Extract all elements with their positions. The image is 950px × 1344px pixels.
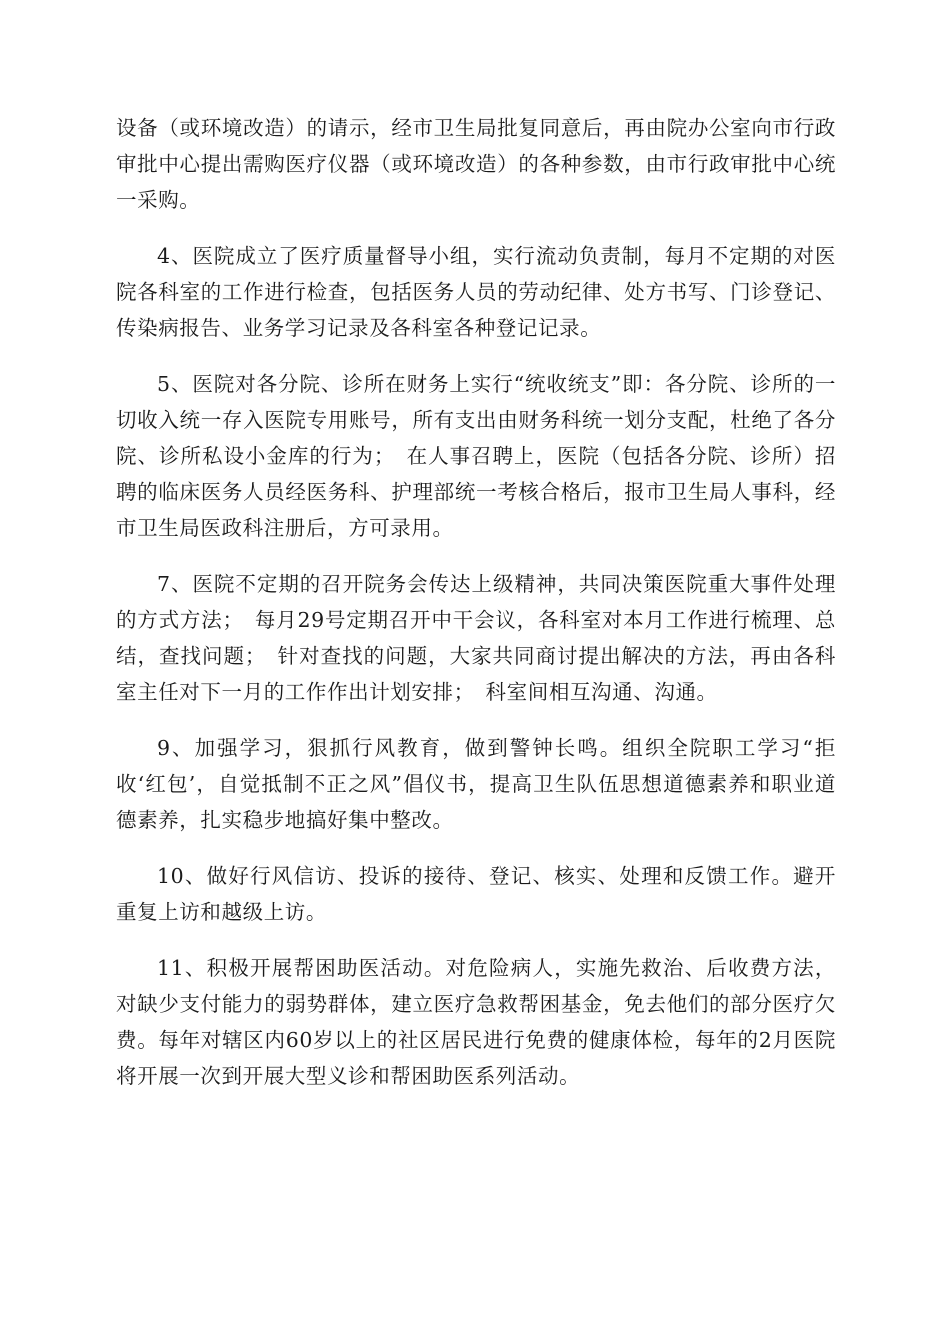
paragraph-procurement: 设备（或环境改造）的请示，经市卫生局批复同意后，再由院办公室向市行政审批中心提出需购医疗仪器（或环境改造）的各种参数，由市行政审批中心统一采购。 (116, 116, 836, 212)
paragraph-item-5: 5、医院对各分院、诊所在财务上实行“统收统支”即：各分院、诊所的一切收入统一存入医院专用账号，所有支出由财务科统一划分支配，杜绝了各分院、诊所私设小金库的行为； 在人事召聘上，医院（包括各分院、诊所）招聘的临床医务人员经医务科、护理部统一考核合格后，报市卫生局人事科，经市卫生局医政科注册后，方可录用。 (116, 372, 836, 540)
paragraph-item-9: 9、加强学习，狠抓行风教育，做到警钟长鸣。组织全院职工学习“拒收‘红包’，自觉抵制不正之风”倡仪书，提高卫生队伍思想道德素养和职业道德素养，扎实稳步地搞好集中整改。 (116, 736, 836, 832)
paragraph-item-4: 4、医院成立了医疗质量督导小组，实行流动负责制，每月不定期的对医院各科室的工作进行检查，包括医务人员的劳动纪律、处方书写、门诊登记、传染病报告、业务学习记录及各科室各种登记记录。 (116, 244, 836, 340)
document-body (116, 110, 836, 1114)
paragraph-item-11: 11、积极开展帮困助医活动。对危险病人，实施先救治、后收费方法，对缺少支付能力的弱势群体，建立医疗急救帮困基金，免去他们的部分医疗欠费。每年对辖区内60岁以上的社区居民进行免费的健康体检，每年的2月医院将开展一次到开展大型义诊和帮困助医系列活动。 (116, 956, 836, 1088)
paragraph-item-10: 10、做好行风信访、投诉的接待、登记、核实、处理和反馈工作。避开重复上访和越级上访。 (116, 864, 836, 924)
paragraph-item-7: 7、医院不定期的召开院务会传达上级精神，共同决策医院重大事件处理的方式方法； 每月29号定期召开中干会议，各科室对本月工作进行梳理、总结，查找问题； 针对查找的问题，大家共同商讨提出解决的方法，再由各科室主任对下一月的工作作出计划安排； 科室间相互沟通、沟通。 (116, 572, 836, 704)
